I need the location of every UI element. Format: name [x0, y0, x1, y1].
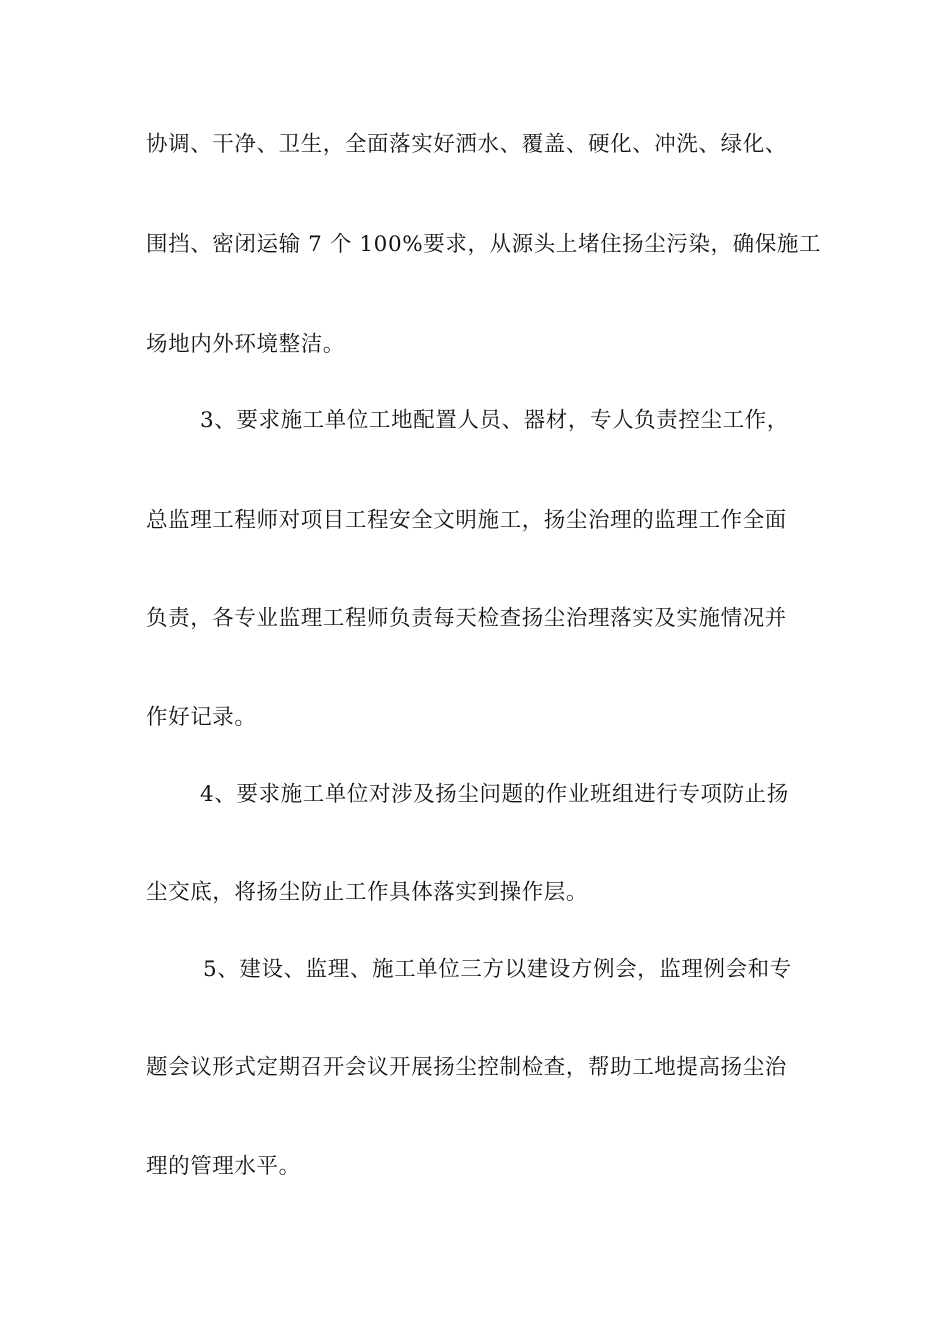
paragraph-line: 题会议形式定期召开会议开展扬尘控制检查，帮助工地提高扬尘治: [146, 1055, 787, 1080]
paragraph-line: 围挡、密闭运输 7 个 100%要求，从源头上堵住扬尘污染，确保施工: [146, 232, 822, 257]
paragraph-line: 场地内外环境整洁。: [146, 332, 345, 357]
paragraph-line: 总监理工程师对项目工程安全文明施工，扬尘治理的监理工作全面: [146, 508, 787, 533]
paragraph-line: 理的管理水平。: [146, 1154, 301, 1179]
paragraph-line: 3、要求施工单位工地配置人员、器材，专人负责控尘工作，: [200, 408, 789, 433]
paragraph-line: 作好记录。: [146, 705, 257, 730]
paragraph-line: 负责，各专业监理工程师负责每天检查扬尘治理落实及实施情况并: [146, 606, 787, 631]
paragraph-line: 5、建设、监理、施工单位三方以建设方例会，监理例会和专: [203, 957, 792, 982]
paragraph-line: 协调、干净、卫生，全面落实好洒水、覆盖、硬化、冲洗、绿化、: [146, 132, 787, 157]
paragraph-line: 4、要求施工单位对涉及扬尘问题的作业班组进行专项防止扬: [200, 782, 789, 807]
paragraph-line: 尘交底，将扬尘防止工作具体落实到操作层。: [146, 880, 589, 905]
